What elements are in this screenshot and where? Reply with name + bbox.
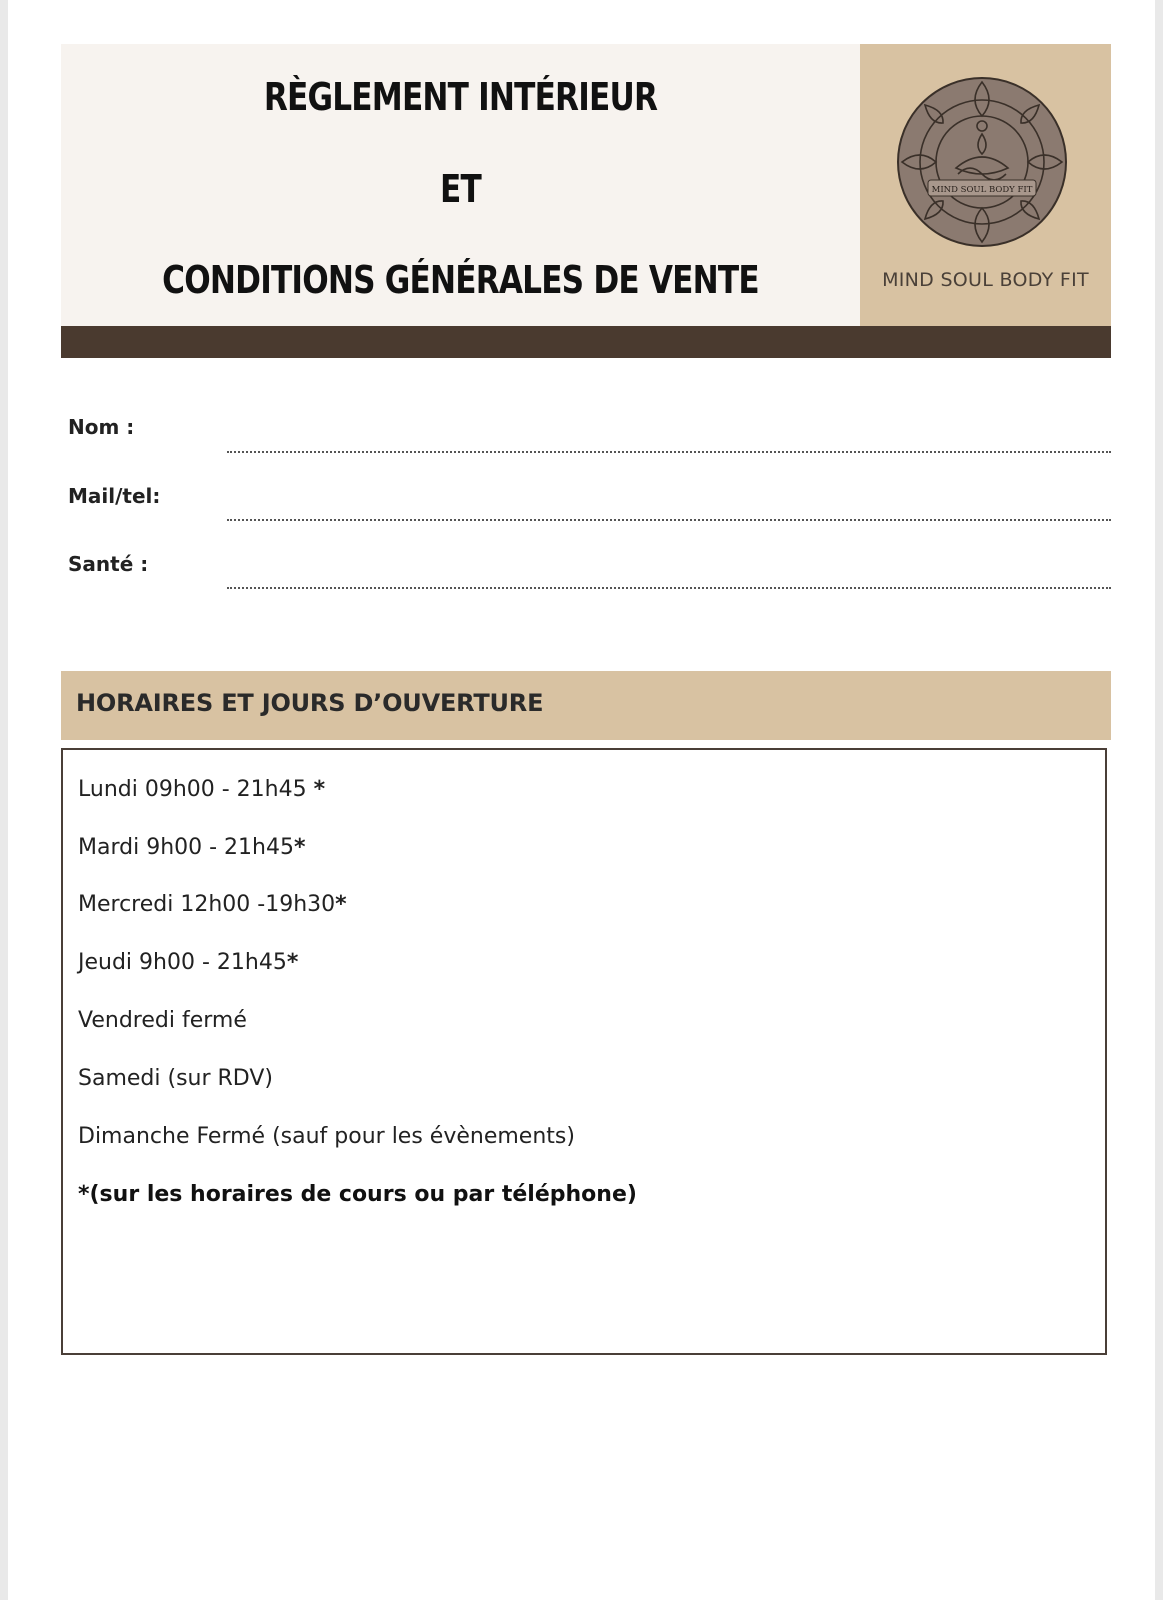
header-divider-bar <box>61 326 1111 358</box>
hours-box <box>61 748 1107 1355</box>
title-panel <box>61 44 860 326</box>
hour-line-lundi: Lundi 09h00 - 21h45 * <box>78 777 326 802</box>
mandala-logo-icon <box>896 76 1068 248</box>
document-header <box>61 44 1111 326</box>
field-line-mail-tel[interactable] <box>227 519 1111 521</box>
brand-name: MIND SOUL BODY FIT <box>882 269 1089 291</box>
field-label-sante: Santé : <box>68 552 149 576</box>
field-label-mail-tel: Mail/tel: <box>68 484 161 508</box>
brand-panel <box>860 44 1111 326</box>
hour-line-samedi: Samedi (sur RDV) <box>78 1066 273 1091</box>
hour-line-jeudi: Jeudi 9h00 - 21h45* <box>78 950 299 975</box>
title-line-2: ET <box>440 167 481 211</box>
hour-line-vendredi: Vendredi fermé <box>78 1008 247 1033</box>
hour-line-mardi: Mardi 9h00 - 21h45* <box>78 835 306 860</box>
section-header-horaires <box>61 671 1111 740</box>
title-line-1: RÈGLEMENT INTÉRIEUR <box>263 75 658 119</box>
field-line-nom[interactable] <box>227 451 1111 453</box>
logo-text: MIND SOUL BODY FIT <box>931 185 1033 195</box>
hour-line-mercredi: Mercredi 12h00 -19h30* <box>78 892 347 917</box>
document-page <box>8 0 1155 1600</box>
hour-line-dimanche: Dimanche Fermé (sauf pour les évènements) <box>78 1124 575 1149</box>
section-title: HORAIRES ET JOURS D’OUVERTURE <box>76 689 544 717</box>
field-line-sante[interactable] <box>227 587 1111 589</box>
title-line-3: CONDITIONS GÉNÉRALES DE VENTE <box>162 258 759 302</box>
field-label-nom: Nom : <box>68 415 135 439</box>
hours-footnote: *(sur les horaires de cours ou par téléphone) <box>78 1182 637 1207</box>
